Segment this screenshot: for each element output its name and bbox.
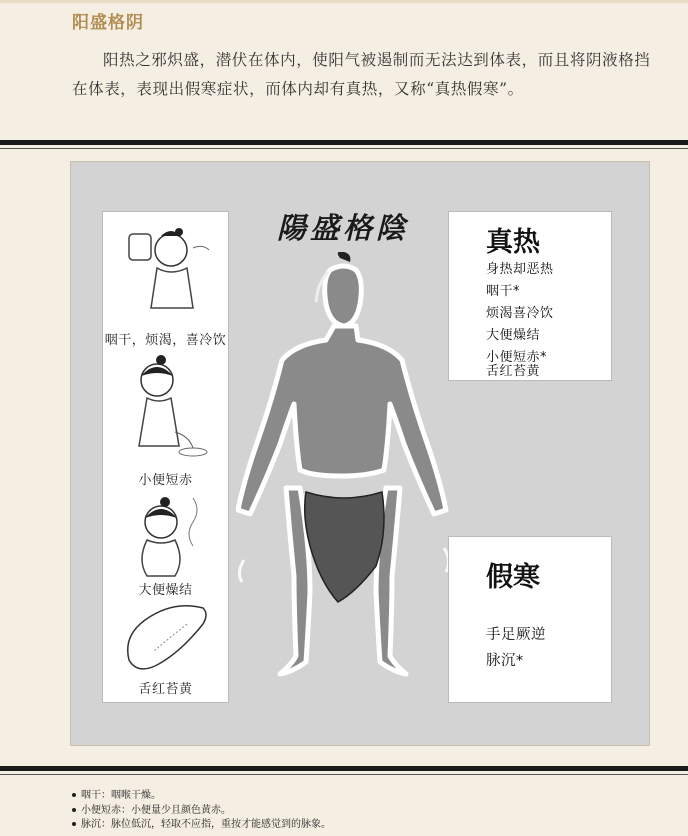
symptom-caption: 大便燥结 [138, 583, 193, 598]
symptom-caption: 咽干，烦渴，喜冷饮 [104, 333, 227, 348]
symptom-panel [102, 211, 229, 703]
divider-thick-bottom [0, 766, 688, 771]
symptom-caption: 小便短赤 [138, 473, 193, 488]
true-heat-item: 舌红苔黄 [486, 364, 541, 379]
footnote [72, 818, 331, 833]
divider-thin-bottom [0, 774, 688, 775]
true-heat-box [448, 211, 612, 381]
tongue-icon [117, 600, 217, 678]
bullet-icon [72, 822, 76, 826]
true-heat-item: 咽干* [486, 284, 521, 299]
footnote-text: 小便短赤：小便量少且颜色黄赤。 [81, 804, 231, 816]
section-title: 阳盛格阴 [72, 13, 144, 33]
child-urinating-icon [121, 352, 213, 460]
false-cold-item: 脉沉* [486, 653, 524, 669]
child-straining-icon [121, 492, 213, 582]
true-heat-item: 烦渴喜冷饮 [486, 306, 554, 321]
symptom-caption: 舌红苔黄 [138, 682, 193, 697]
calligraphy-title: 陽盛格陰 [276, 211, 409, 245]
footnote [72, 804, 331, 819]
divider-thin-top [0, 148, 688, 149]
footnotes [72, 789, 331, 833]
intro-paragraph: 阳热之邪炽盛，潜伏在体内，使阳气被遏制而无法达到体表，而且将阴液格挡在体表，表现出假寒症状，而体内却有真热，又称“真热假寒”。 [72, 51, 651, 98]
true-heat-item: 大便燥结 [486, 328, 541, 343]
divider-thick-top [0, 140, 688, 145]
top-divider [0, 0, 688, 3]
bullet-icon [72, 793, 76, 797]
false-cold-heading: 假寒 [486, 562, 540, 593]
drinking-child-icon [121, 220, 213, 320]
bullet-icon [72, 808, 76, 812]
human-figure-icon [236, 252, 451, 697]
false-cold-item: 手足厥逆 [486, 627, 546, 643]
true-heat-item: 小便短赤* [486, 350, 548, 365]
true-heat-heading: 真热 [486, 227, 540, 258]
footnote [72, 789, 331, 804]
false-cold-box [448, 536, 612, 703]
footnote-text: 咽干：咽喉干燥。 [81, 790, 161, 801]
footnote-text: 脉沉：脉位低沉，轻取不应指，重按才能感觉到的脉象。 [81, 819, 331, 830]
illustration-panel [70, 161, 650, 746]
true-heat-item: 身热却恶热 [486, 262, 554, 277]
